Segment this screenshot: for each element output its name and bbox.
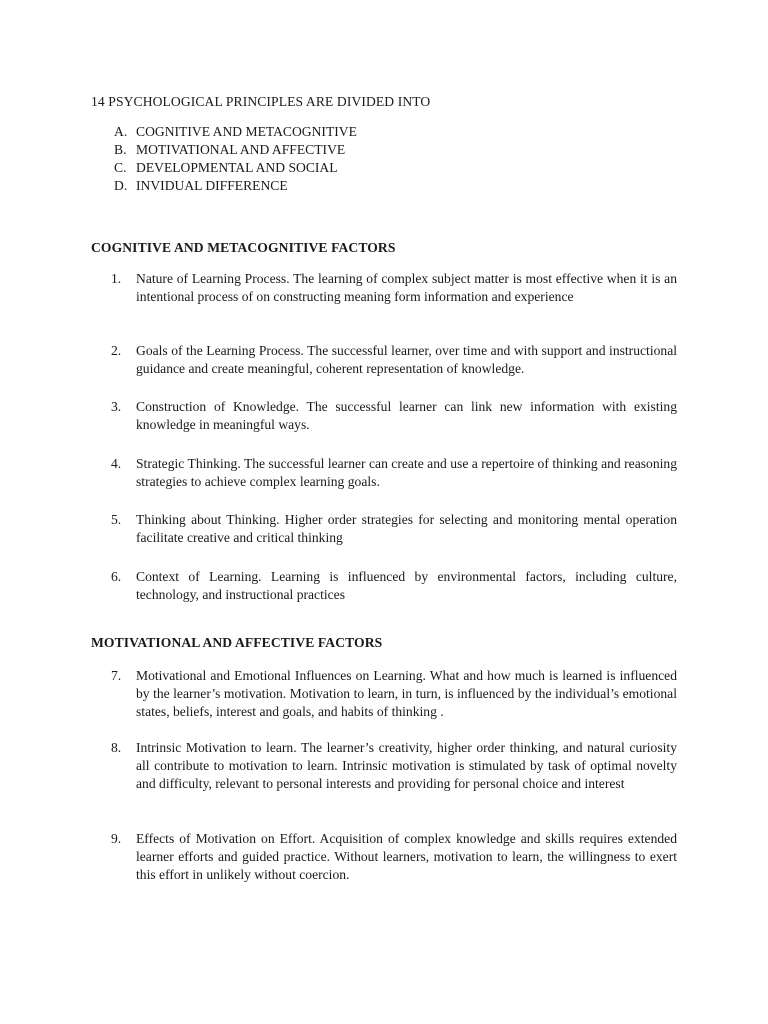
section-heading-cognitive: COGNITIVE AND METACOGNITIVE FACTORS — [91, 240, 396, 255]
category-list — [114, 123, 614, 195]
principle-item — [111, 511, 677, 547]
principle-text: Strategic Thinking. The successful learner can create and use a repertoire of thinking and reasoning strategies to achieve complex learning goals. — [136, 456, 677, 489]
category-label: MOTIVATIONAL AND AFFECTIVE — [136, 142, 346, 157]
principle-item — [111, 568, 677, 604]
principle-number: 9. — [111, 831, 122, 846]
principle-number: 2. — [111, 343, 122, 358]
principle-item — [111, 830, 677, 883]
principle-number: 8. — [111, 740, 122, 755]
category-letter: A. — [114, 124, 128, 139]
principle-item — [111, 342, 677, 378]
category-label: INVIDUAL DIFFERENCE — [136, 178, 288, 193]
category-label: DEVELOPMENTAL AND SOCIAL — [136, 160, 338, 175]
category-item — [114, 159, 614, 177]
principle-item — [111, 455, 677, 491]
intro-line: 14 PSYCHOLOGICAL PRINCIPLES ARE DIVIDED INTO — [91, 94, 431, 109]
principle-text: Thinking about Thinking. Higher order strategies for selecting and monitoring mental operation facilitate creative and critical thinking — [136, 512, 677, 545]
category-letter: B. — [114, 142, 127, 157]
principle-text: Effects of Motivation on Effort. Acquisition of complex knowledge and skills requires extended learner efforts and guided practice. Without learners, motivation to learn, the willingness to exert this effort in unlikely without coercion. — [136, 831, 677, 882]
principle-text: Goals of the Learning Process. The successful learner, over time and with support and instructional guidance and create meaningful, coherent representation of knowledge. — [136, 343, 677, 376]
principle-number: 3. — [111, 399, 122, 414]
principle-text: Context of Learning. Learning is influenced by environmental factors, including culture, technology, and instructional practices — [136, 569, 677, 602]
principle-text: Nature of Learning Process. The learning of complex subject matter is most effective when it is an intentional process of on constructing meaning form information and experience — [136, 271, 677, 304]
principle-item — [111, 667, 677, 720]
principle-item — [111, 398, 677, 434]
category-item — [114, 141, 614, 159]
principle-number: 5. — [111, 512, 122, 527]
category-item — [114, 123, 614, 141]
category-letter: C. — [114, 160, 127, 175]
principle-text: Motivational and Emotional Influences on Learning. What and how much is learned is influenced by the learner’s motivation. Motivation to learn, in turn, is influenced by the individual’s emotional states, beliefs, interest and goals, and habits of thinking . — [136, 668, 677, 719]
section-heading-motivational: MOTIVATIONAL AND AFFECTIVE FACTORS — [91, 635, 383, 650]
category-item — [114, 177, 614, 195]
category-letter: D. — [114, 178, 128, 193]
principle-text: Intrinsic Motivation to learn. The learner’s creativity, higher order thinking, and natural curiosity all contribute to motivation to learn. Intrinsic motivation is stimulated by task of optimal novelty and difficulty, relevant to personal interests and providing for personal choice and interest — [136, 740, 677, 791]
category-label: COGNITIVE AND METACOGNITIVE — [136, 124, 357, 139]
principle-number: 7. — [111, 668, 122, 683]
principle-item — [111, 739, 677, 792]
principle-number: 1. — [111, 271, 122, 286]
principle-item — [111, 270, 677, 306]
principle-number: 4. — [111, 456, 122, 471]
principle-text: Construction of Knowledge. The successful learner can link new information with existing knowledge in meaningful ways. — [136, 399, 677, 432]
principle-number: 6. — [111, 569, 122, 584]
